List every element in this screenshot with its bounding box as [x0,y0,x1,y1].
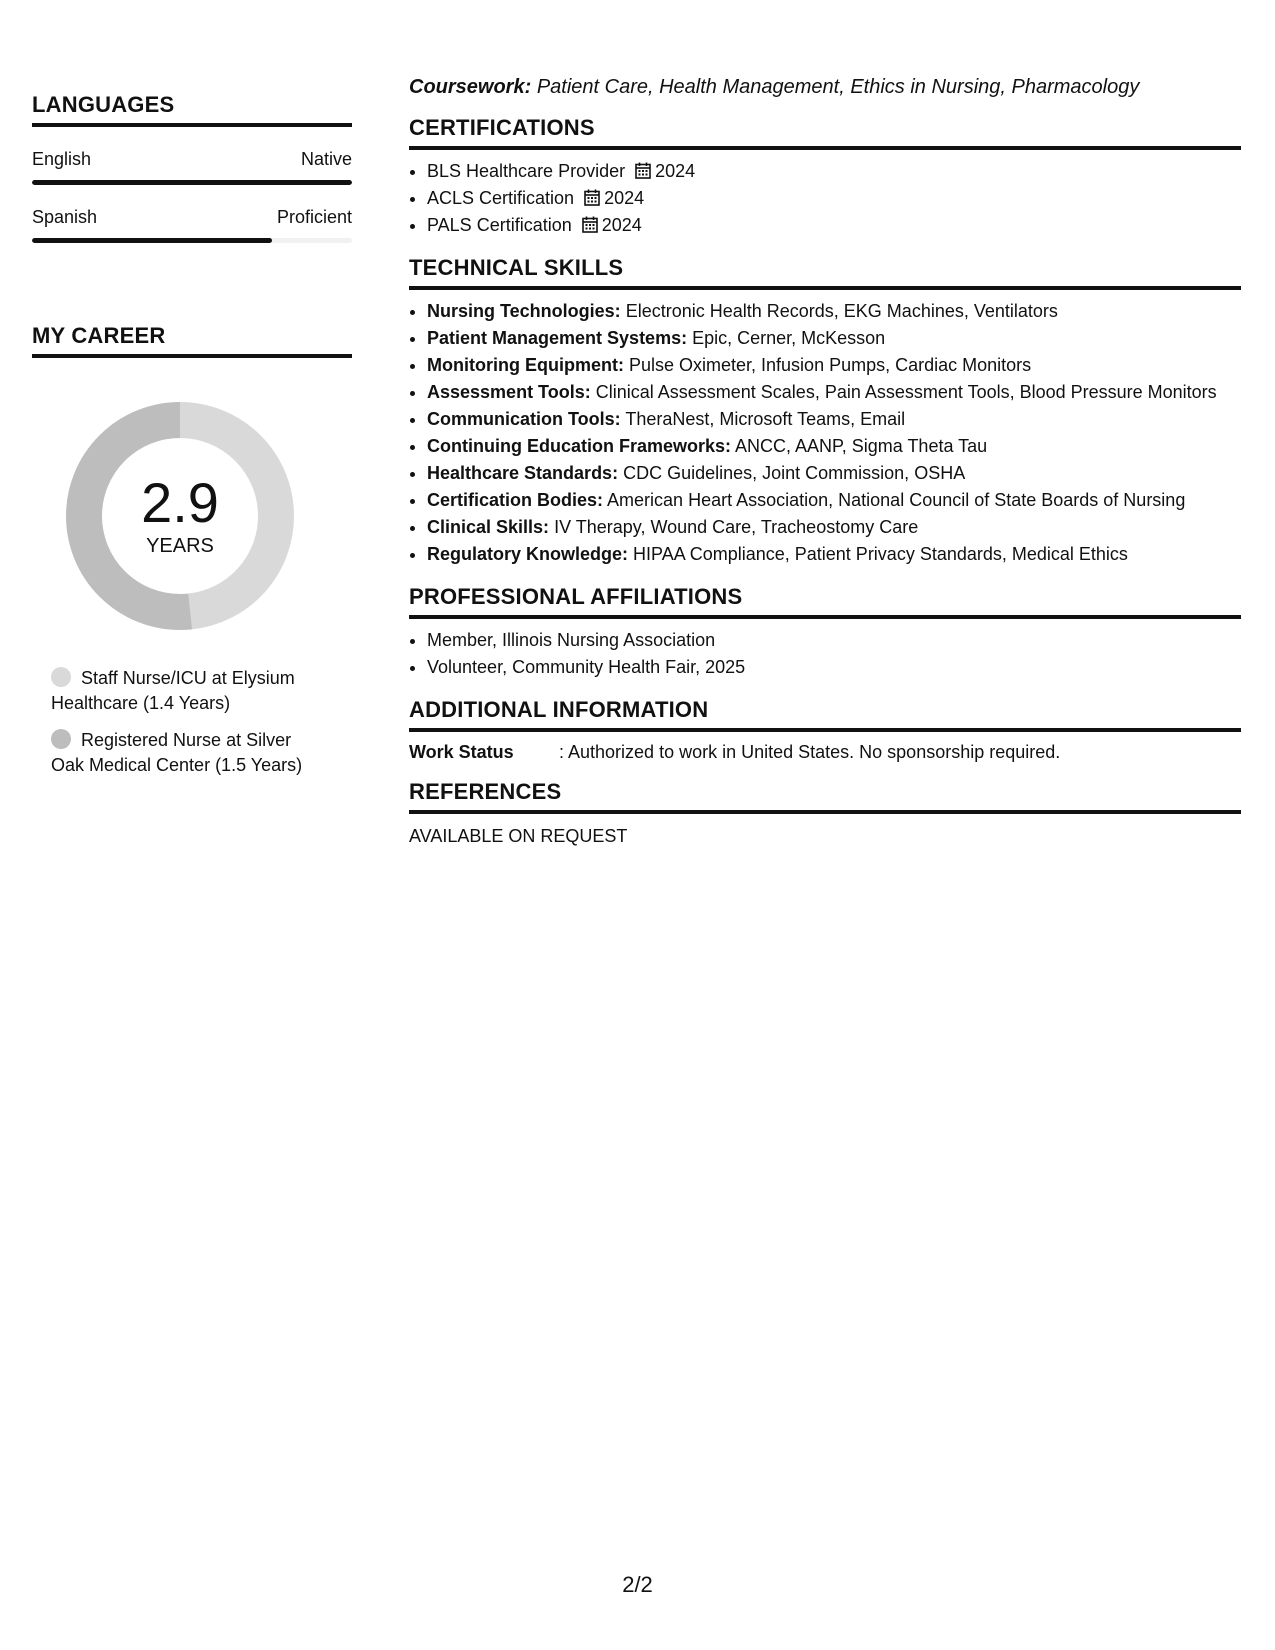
affiliation-item: • Volunteer, Community Health Fair, 2025 [427,654,1241,681]
certifications-heading: CERTIFICATIONS [409,115,1241,150]
calendar-icon [584,189,600,206]
language-level-bar [32,180,352,185]
language-level: Proficient [276,207,352,227]
coursework-line [409,76,1241,99]
career-role-label: Registered Nurse at Silver Oak Medical Center (1.5 Years) [51,730,303,775]
language-level-fill [32,238,272,243]
coursework-text: Patient Care, Health Management, Ethics in Nursing, Pharmacology [536,76,1140,98]
career-legend-item [51,666,321,716]
skill-label: Healthcare Standards: [427,463,619,483]
additional-info-heading: ADDITIONAL INFORMATION [409,697,1241,732]
affiliation-item: • Member, Illinois Nursing Association [427,627,1241,654]
skill-text: Pulse Oximeter, Infusion Pumps, Cardiac Monitors [628,355,1032,375]
skill-text: IV Therapy, Wound Care, Tracheostomy Care [554,517,919,537]
skill-label: Certification Bodies: [427,490,604,510]
skill-text: HIPAA Compliance, Patient Privacy Standards, Medical Ethics [633,544,1128,564]
work-status-value: : Authorized to work in United States. No sponsorship required. [559,742,1061,762]
skill-label: Nursing Technologies: [427,301,621,321]
legend-dot-icon [51,729,71,749]
skill-label: Continuing Education Frameworks: [427,436,732,456]
career-donut-chart [66,402,294,630]
certification-name: BLS Healthcare Provider [427,161,626,181]
calendar-icon [582,216,598,233]
career-legend [51,666,321,778]
affiliations-section [409,584,1241,681]
certification-item [427,185,1241,212]
language-item [32,149,352,185]
career-legend-item [51,728,321,778]
coursework-label: Coursework: [409,76,532,98]
skill-label: Patient Management Systems: [427,328,688,348]
right-column [409,76,1241,863]
skill-item [427,460,1241,487]
references-heading: REFERENCES [409,779,1241,814]
language-name: English [32,149,92,169]
skill-item [427,487,1241,514]
skill-item [427,541,1241,568]
skill-text: TheraNest, Microsoft Teams, Email [625,409,906,429]
references-text: AVAILABLE ON REQUEST [409,826,628,846]
career-role-label: Staff Nurse/ICU at Elysium Healthcare (1.4 Years) [51,668,295,713]
skill-text: Clinical Assessment Scales, Pain Assessment Tools, Blood Pressure Monitors [595,382,1217,402]
affiliations-heading: PROFESSIONAL AFFILIATIONS [409,584,1241,619]
certification-name: ACLS Certification [427,188,575,208]
certification-item [427,212,1241,239]
technical-skills-list [409,298,1241,568]
skill-item [427,298,1241,325]
technical-skills-heading: TECHNICAL SKILLS [409,255,1241,290]
certification-year: 2024 [604,188,645,208]
skill-text: CDC Guidelines, Joint Commission, OSHA [623,463,966,483]
skill-text: American Heart Association, National Council of State Boards of Nursing [607,490,1186,510]
career-years-unit: YEARS [146,534,214,557]
languages-heading: LANGUAGES [32,92,352,127]
skill-text: ANCC, AANP, Sigma Theta Tau [735,436,988,456]
skill-text: Epic, Cerner, McKesson [692,328,886,348]
skill-label: Communication Tools: [427,409,621,429]
certifications-list [409,158,1241,239]
language-level-bar [32,238,352,243]
skill-item [427,325,1241,352]
work-status-label: Work Status [409,742,514,762]
left-column [32,92,352,790]
skill-item [427,514,1241,541]
skill-label: Assessment Tools: [427,382,591,402]
career-total-years: 2.9 [141,470,219,534]
skill-item [427,406,1241,433]
skill-label: Monitoring Equipment: [427,355,624,375]
legend-dot-icon [51,667,71,687]
certification-name: PALS Certification [427,215,572,235]
skill-item [427,433,1241,460]
skill-label: Regulatory Knowledge: [427,544,629,564]
skill-text: Electronic Health Records, EKG Machines, Ventilators [625,301,1058,321]
career-heading: MY CAREER [32,323,352,358]
language-level-fill [32,180,352,185]
certification-item [427,158,1241,185]
language-level: Native [300,149,352,169]
page-number: 2/2 [622,1572,653,1597]
skill-item [427,352,1241,379]
work-status-row [409,742,1241,763]
affiliations-list [409,627,1241,681]
certifications-section [409,115,1241,239]
calendar-icon [635,162,651,179]
certification-year: 2024 [601,215,642,235]
certification-year: 2024 [655,161,696,181]
references-section [409,779,1241,847]
skill-label: Clinical Skills: [427,517,550,537]
additional-info-section [409,697,1241,763]
skill-item [427,379,1241,406]
language-item [32,207,352,243]
technical-skills-section [409,255,1241,568]
language-name: Spanish [32,207,98,227]
